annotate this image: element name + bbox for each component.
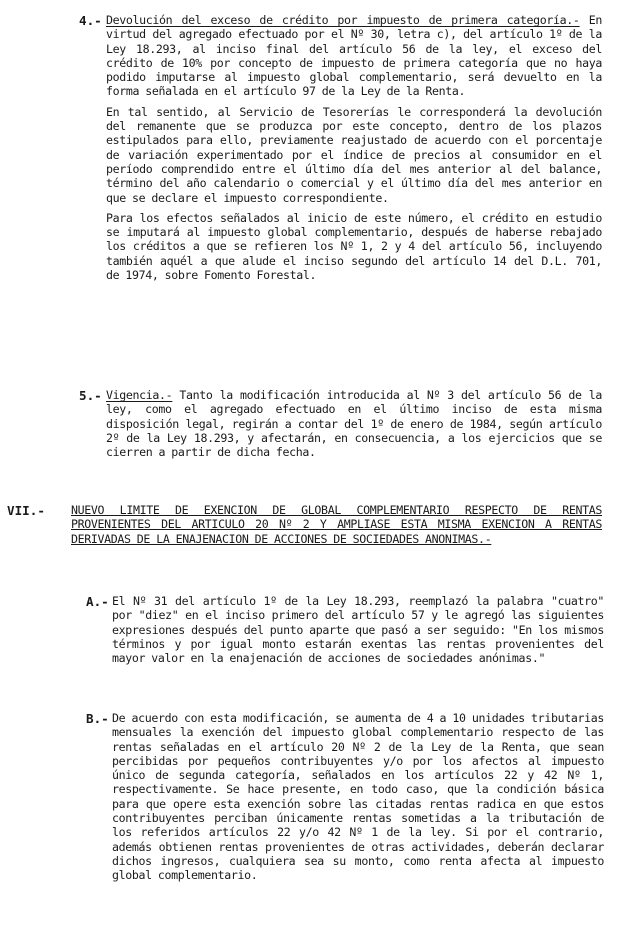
section-7-number: VII.- (7, 503, 45, 518)
item-4-text-1: En virtud del agregado efectuado por el Nº 30, letra c), del artículo 1º de la Ley 18.293, al inciso final del artículo 56 de la ley, el exceso del crédito de 10% por concepto de impuesto de primera categoría que no haya podido imputarse al impuesto global complementario, será devuelto en la forma señalada en el artículo 97 de la Ley de la Renta. (106, 13, 602, 99)
item-5-body (106, 388, 602, 465)
section-7-heading: NUEVO LIMITE DE EXENCION DE GLOBAL COMPLEMENTARIO RESPECTO DE RENTAS PROVENIENTES DEL ARTICULO 20 Nº 2 Y AMPLIASE ESTA MISMA EXENCION A RENTAS DERIVADAS DE LA ENAJENACION DE ACCIONES DE SOCIEDADES ANONIMAS.- (71, 503, 602, 546)
item-4-paragraph-1 (106, 13, 602, 99)
item-5-paragraph-1 (106, 388, 602, 459)
item-a-paragraph-1: El Nº 31 del artículo 1º de la Ley 18.293, reemplazó la palabra "cuatro" por "diez" en el inciso primero del artículo 57 y le agregó las siguientes expresiones después del punto aparte que pasó a ser seguido: "En los mismos términos y por igual monto estarán exentas las rentas provenientes del mayor valor en la enajenación de acciones de sociedades anónimas." (112, 594, 604, 666)
item-a-number: A.- (86, 594, 109, 609)
item-b-body (112, 711, 604, 889)
item-a-body (112, 594, 604, 671)
item-5-number: 5.- (79, 388, 102, 403)
item-4-paragraph-2: En tal sentido, al Servicio de Tesorerías le corresponderá la devolución del remanente que se produzca por este concepto, dentro de los plazos estipulados para ello, previamente reajustado de acuerdo con el porcentaje de variación experimentado por el índice de precios al consumidor en el período comprendido entre el último día del mes anterior al del balance, término del año calendario o comercial y el último día del mes anterior en que se declare el impuesto correspondiente. (106, 104, 602, 205)
item-5-title: Vigencia.- (106, 388, 173, 402)
item-b-paragraph-1: De acuerdo con esta modificación, se aumenta de 4 a 10 unidades tributarias mensuales la exención del impuesto global complementario respecto de las rentas señaladas en el artículo 20 Nº 2 de la Ley de la Renta, que sean percibidas por pequeños contribuyentes y/o por los afectos al impuesto único de segunda categoría, señalados en los artículos 22 y 42 Nº 1, respectivamente. Se hace presente, en todo caso, que la condición básica para que opere esta exención sobre las citadas rentas radica en que estos contribuyentes perciban únicamente rentas sometidas a la tributación de los referidos artículos 22 y/o 42 Nº 1 de la ley. Si por el contrario, además obtienen rentas provenientes de otras actividades, deberán declarar dichos ingresos, cualquiera sea su monto, como renta afecta al impuesto global complementario. (112, 711, 604, 883)
item-4-number: 4.- (79, 13, 102, 28)
item-4-title: Devolución del exceso de crédito por impuesto de primera categoría.- (106, 13, 580, 27)
item-b-number: B.- (86, 711, 109, 726)
item-4-body (106, 13, 602, 288)
item-4-paragraph-3: Para los efectos señalados al inicio de este número, el crédito en estudio se imputará al impuesto global complementario, después de haberse rebajado los créditos a que se refieren los Nº 1, 2 y 4 del artículo 56, incluyendo también aquél a que alude el inciso segundo del artículo 14 del D.L. 701, de 1974, sobre Fomento Forestal. (106, 210, 602, 283)
item-5-text-1: Tanto la modificación introducida al Nº 3 del artículo 56 de la ley, como el agregado efectuado en el último inciso de esta misma disposición legal, regirán a contar del 1º de enero de 1984, según artículo 2º de la Ley 18.293, y afectarán, en consecuencia, a los ejercicios que se cierren a partir de dicha fecha. (106, 388, 602, 460)
